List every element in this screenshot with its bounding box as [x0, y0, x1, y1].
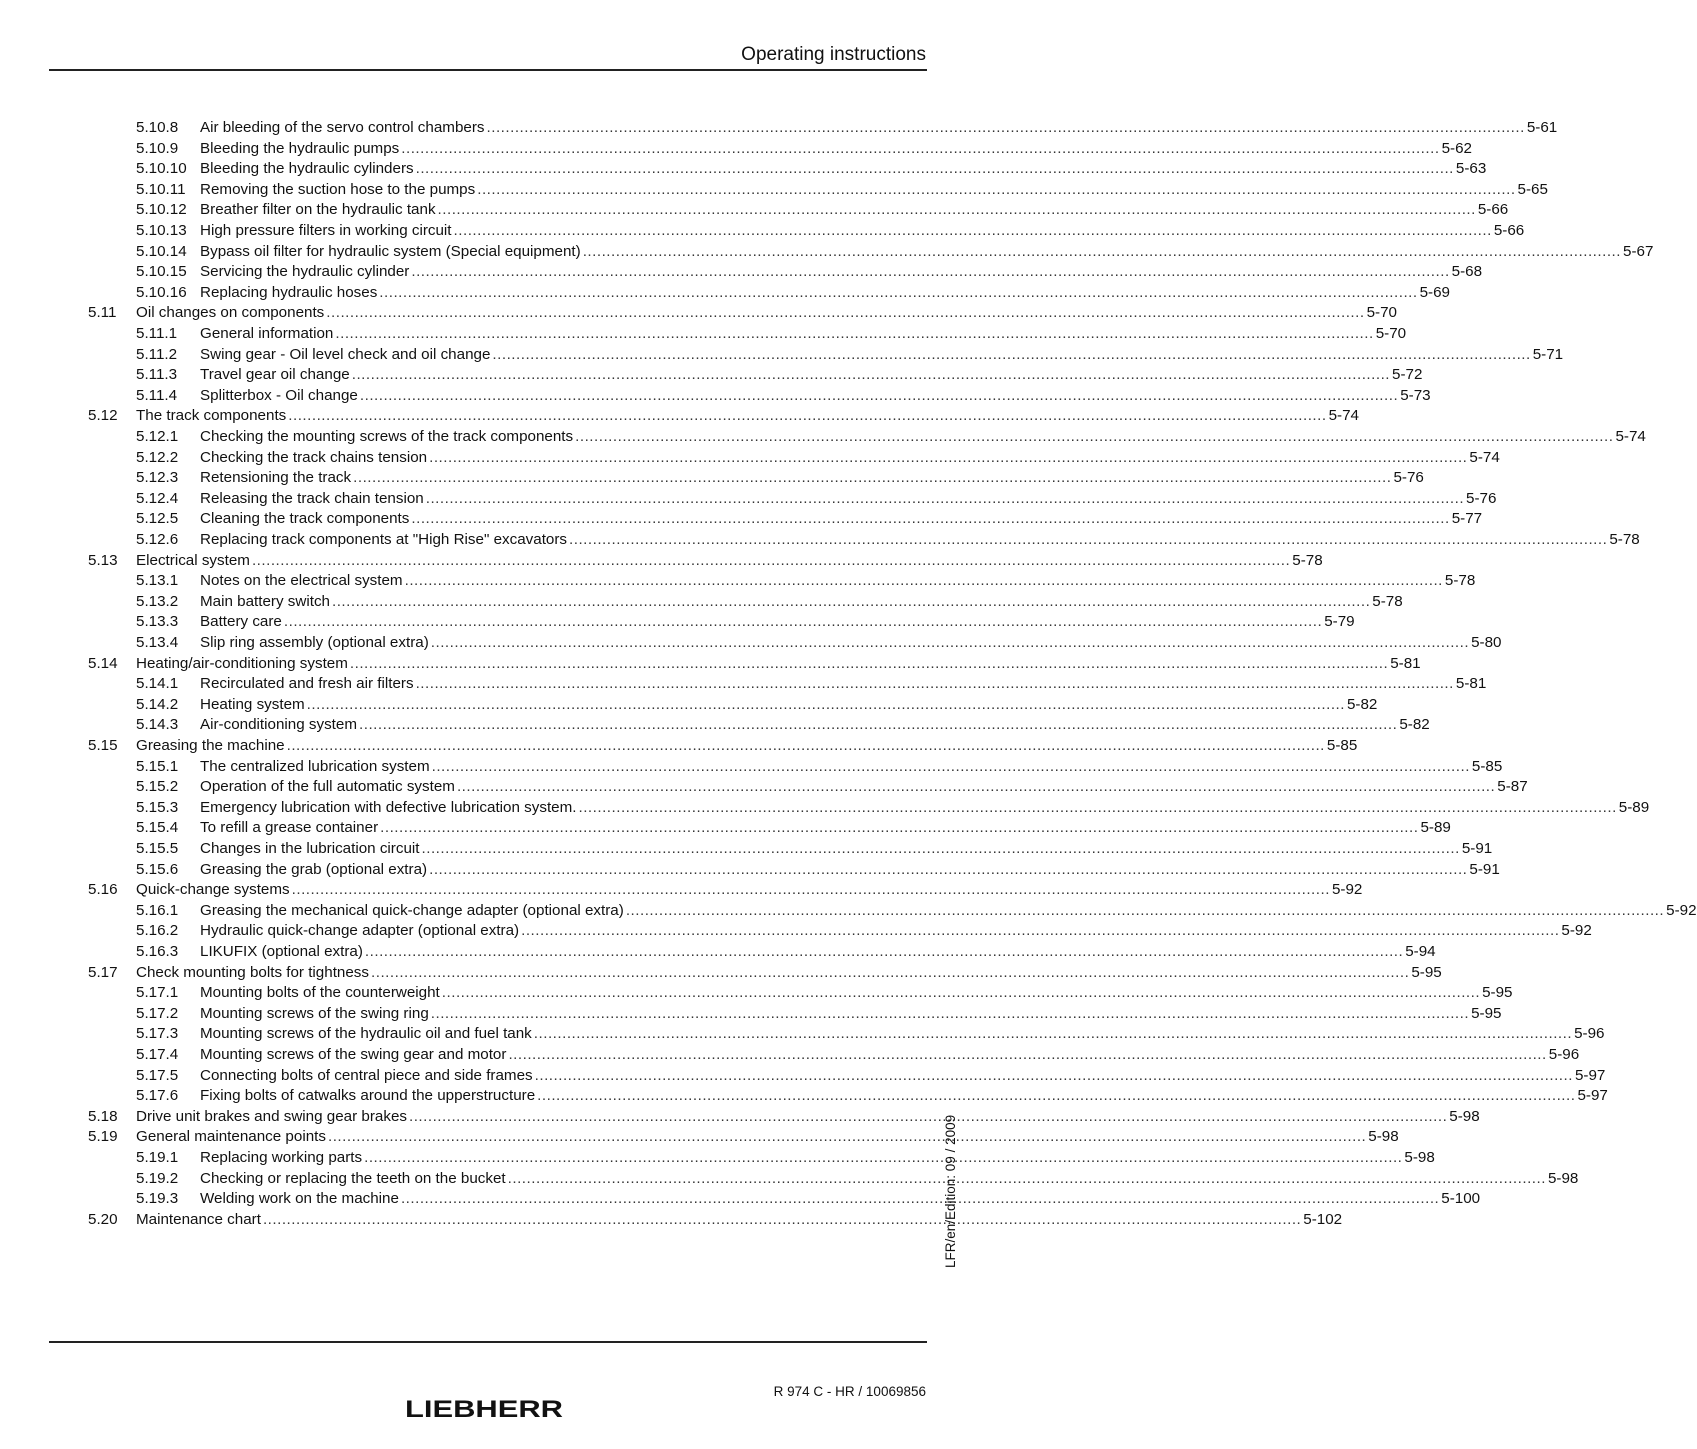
toc-entry [0, 345, 1564, 366]
toc-entry-number: 5.10.15 [136, 263, 187, 281]
toc-entry-number: 5.12.1 [136, 428, 179, 445]
toc-entry-title: Bleeding the hydraulic cylinders [200, 160, 414, 178]
toc-entry [0, 1024, 1605, 1045]
toc-entry-title: Checking the track chains tension [200, 448, 428, 466]
toc-entry-number: 5.16.1 [136, 901, 179, 919]
toc-entry-number: 5.13.1 [136, 572, 179, 590]
toc-entry-number: 5.10.11 [136, 180, 186, 198]
toc-entry-number: 5.17 [88, 963, 118, 981]
toc-entry-title: Replacing hydraulic hoses [200, 283, 378, 301]
toc-entry-number: 5.14.2 [136, 695, 179, 713]
toc-entry-page: 5-96 [1574, 1025, 1605, 1043]
toc-entry-number: 5.17.3 [136, 1025, 179, 1043]
toc-entry-leader: ............................................................................................................................................................................................................................ [359, 716, 1398, 734]
toc-entry-page: 5-95 [1471, 1004, 1502, 1022]
toc-entry-leader: ............................................................................................................................................................................................................................ [486, 119, 1525, 136]
toc-entry [0, 1107, 1480, 1128]
toc-entry-number: 5.13.2 [136, 592, 179, 610]
toc-entry-title: Greasing the grab (optional extra) [200, 860, 428, 878]
toc-entry-leader: ............................................................................................................................................................................................................................ [429, 860, 1468, 878]
toc-entry-number: 5.19 [88, 1128, 118, 1146]
toc-entry-number: 5.11 [88, 304, 117, 322]
toc-entry [0, 942, 1436, 963]
header-divider [49, 69, 927, 71]
toc-entry-title: Mounting screws of the swing ring [200, 1004, 429, 1022]
toc-entry [0, 509, 1483, 530]
toc-entry [0, 839, 1493, 860]
toc-entry [0, 963, 1442, 984]
toc-entry-leader: ............................................................................................................................................................................................................................ [291, 881, 1330, 899]
toc-entry-page: 5-63 [1455, 160, 1487, 178]
toc-entry [0, 139, 1472, 160]
toc-entry-page: 5-82 [1399, 716, 1430, 734]
toc-entry-title: Fixing bolts of catwalks around the upperstructure [200, 1087, 536, 1105]
toc-entry-title: Hydraulic quick-change adapter (optional extra) [200, 922, 520, 940]
toc-entry-page: 5-98 [1404, 1149, 1435, 1166]
toc-entry [0, 921, 1592, 942]
toc-entry-leader: ............................................................................................................................................................................................................................ [335, 325, 1374, 342]
toc-entry-title: Welding work on the machine [200, 1190, 399, 1208]
toc-entry-title: Greasing the machine [136, 737, 285, 754]
toc-entry [0, 1045, 1580, 1066]
toc-entry-page: 5-78 [1609, 531, 1640, 548]
toc-entry-page: 5-76 [1466, 489, 1497, 507]
toc-entry-title: Cleaning the track components [200, 510, 410, 528]
toc-entry-number: 5.10.12 [136, 201, 187, 219]
toc-entry-leader: ............................................................................................................................................................................................................................ [508, 1046, 1547, 1063]
toc-entry-title: Travel gear oil change [200, 366, 350, 384]
toc-entry-title: Heating system [200, 695, 305, 713]
toc-entry [0, 592, 1403, 613]
toc-entry-title: Air-conditioning system [200, 716, 357, 734]
toc-entry [0, 633, 1502, 654]
toc-entry-page: 5-67 [1623, 242, 1654, 260]
toc-entry-number: 5.13 [88, 551, 118, 569]
toc-entry-title: Drive unit brakes and swing gear brakes [136, 1107, 407, 1125]
toc-entry-page: 5-78 [1372, 592, 1403, 610]
toc-entry-number: 5.16 [88, 881, 118, 899]
toc-entry-leader: ............................................................................................................................................................................................................................ [625, 901, 1665, 919]
toc-entry [0, 983, 1513, 1004]
edition-label: LFR/en/Edition: 09 / 2009 [943, 1114, 958, 1268]
toc-entry-page: 5-98 [1547, 1169, 1579, 1187]
toc-entry [0, 1086, 1608, 1107]
toc-entry-number: 5.13.4 [136, 634, 179, 651]
toc-entry-title: Quick-change systems [136, 881, 290, 899]
toc-entry-number: 5.17.4 [136, 1046, 179, 1063]
toc-entry-number: 5.12.4 [136, 489, 179, 507]
toc-entry [0, 818, 1451, 839]
toc-entry-number: 5.12.6 [136, 531, 179, 548]
toc-entry-page: 5-96 [1548, 1046, 1580, 1063]
toc-entry-page: 5-87 [1497, 778, 1528, 796]
toc-entry-leader: ............................................................................................................................................................................................................................ [411, 510, 1450, 528]
toc-entry-title: High pressure filters in working circuit [200, 222, 452, 239]
toc-entry-page: 5-69 [1419, 283, 1451, 301]
toc-entry-number: 5.16.2 [136, 922, 179, 940]
toc-entry-leader: ............................................................................................................................................................................................................................ [534, 1066, 1573, 1084]
toc-entry-number: 5.11.2 [136, 345, 178, 363]
toc-entry-leader: ............................................................................................................................................................................................................................ [507, 1169, 1546, 1187]
toc-entry [0, 1066, 1606, 1087]
toc-entry-title: Notes on the electrical system [200, 572, 403, 590]
toc-entry-leader: ............................................................................................................................................................................................................................ [582, 242, 1621, 260]
toc-entry [0, 1189, 1481, 1210]
toc-entry-number: 5.19.2 [136, 1169, 179, 1187]
toc-entry-page: 5-98 [1449, 1107, 1480, 1125]
toc-entry-leader: ............................................................................................................................................................................................................................ [521, 922, 1560, 940]
toc-entry-page: 5-91 [1461, 840, 1493, 857]
toc-entry-leader: ............................................................................................................................................................................................................................ [379, 283, 1418, 301]
toc-entry-number: 5.18 [88, 1107, 118, 1125]
toc-entry [0, 283, 1451, 304]
toc-entry-title: The centralized lubrication system [200, 757, 430, 775]
toc-entry-leader: ............................................................................................................................................................................................................................ [456, 778, 1496, 796]
toc-entry-title: Bypass oil filter for hydraulic system (Special equipment) [200, 242, 581, 260]
toc-entry-leader: ............................................................................................................................................................................................................................ [353, 469, 1392, 487]
toc-entry-page: 5-81 [1390, 654, 1421, 672]
toc-entry-number: 5.17.1 [136, 984, 179, 1002]
toc-entry-leader: ............................................................................................................................................................................................................................ [415, 160, 1454, 178]
toc-entry-title: Replacing working parts [200, 1149, 363, 1166]
toc-entry-page: 5-61 [1526, 119, 1558, 136]
toc-entry [0, 324, 1407, 345]
toc-entry-number: 5.11.1 [136, 325, 178, 342]
toc-entry [0, 777, 1528, 798]
footer-divider [49, 1341, 927, 1343]
toc-entry-title: Heating/air-conditioning system [136, 654, 348, 672]
toc-entry-page: 5-92 [1331, 881, 1363, 899]
toc-entry-leader: ............................................................................................................................................................................................................................ [431, 757, 1470, 775]
toc-entry [0, 571, 1476, 592]
toc-entry-page: 5-65 [1517, 180, 1548, 198]
toc-entry-page: 5-81 [1455, 675, 1487, 693]
toc-entry-title: Bleeding the hydraulic pumps [200, 139, 400, 157]
toc-entry-title: Replacing track components at "High Rise" excavators [200, 531, 568, 548]
toc-entry [0, 901, 1697, 922]
toc-entry-title: Breather filter on the hydraulic tank [200, 201, 436, 219]
toc-entry-title: Electrical system [136, 551, 250, 569]
toc-entry-leader: ............................................................................................................................................................................................................................ [575, 428, 1614, 445]
toc-entry-page: 5-85 [1326, 737, 1358, 754]
toc-entry-number: 5.15 [88, 737, 118, 754]
toc-entry [0, 736, 1358, 757]
toc-entry-leader: ............................................................................................................................................................................................................................ [349, 654, 1389, 672]
toc-entry-number: 5.13.3 [136, 613, 179, 631]
liebherr-logo [403, 1396, 565, 1423]
toc-entry [0, 489, 1497, 510]
toc-entry-leader: ............................................................................................................................................................................................................................ [569, 531, 1608, 548]
toc-entry-title: Mounting screws of the swing gear and motor [200, 1046, 507, 1063]
toc-entry [0, 1148, 1435, 1169]
toc-entry-title: Check mounting bolts for tightness [136, 963, 369, 981]
toc-entry-number: 5.15.6 [136, 860, 179, 878]
toc-entry-page: 5-70 [1375, 325, 1407, 342]
toc-entry-leader: ............................................................................................................................................................................................................................ [380, 819, 1419, 837]
toc-entry-title: Main battery switch [200, 592, 330, 610]
toc-entry-number: 5.19.1 [136, 1149, 179, 1166]
page-header-title: Operating instructions [741, 44, 926, 65]
toc-entry-leader: ............................................................................................................................................................................................................................ [351, 366, 1391, 384]
toc-entry-number: 5.14.1 [136, 675, 179, 693]
toc-entry-title: Emergency lubrication with defective lubrication system. [200, 798, 577, 816]
toc-entry-page: 5-66 [1493, 222, 1525, 239]
toc-entry-leader: ............................................................................................................................................................................................................................ [441, 984, 1481, 1002]
toc-entry [0, 386, 1431, 407]
toc-entry-title: Slip ring assembly (optional extra) [200, 634, 429, 651]
toc-entry-leader: ............................................................................................................................................................................................................................ [306, 695, 1345, 713]
toc-entry-page: 5-71 [1532, 345, 1564, 363]
toc-entry-page: 5-89 [1420, 819, 1451, 837]
toc-entry-number: 5.11.4 [136, 386, 178, 404]
toc-entry-title: Swing gear - Oil level check and oil change [200, 345, 491, 363]
toc-entry [0, 530, 1640, 551]
toc-entry-page: 5-79 [1324, 613, 1355, 631]
toc-entry-title: Mounting bolts of the counterweight [200, 984, 440, 1002]
toc-entry [0, 757, 1503, 778]
toc-entry [0, 303, 1397, 324]
toc-entry-number: 5.15.2 [136, 778, 179, 796]
toc-entry-title: Recirculated and fresh air filters [200, 675, 414, 693]
toc-entry-title: Greasing the mechanical quick-change adapter (optional extra) [200, 901, 624, 919]
toc-entry-title: Operation of the full automatic system [200, 778, 455, 796]
toc-entry-number: 5.15.1 [136, 757, 179, 775]
toc-entry-leader: ............................................................................................................................................................................................................................ [286, 737, 1325, 754]
toc-entry-page: 5-98 [1368, 1128, 1399, 1146]
toc-entry-number: 5.14 [88, 654, 118, 672]
toc-entry-leader: ............................................................................................................................................................................................................................ [359, 386, 1399, 404]
toc-entry-leader: ............................................................................................................................................................................................................................ [437, 201, 1476, 219]
toc-entry-leader: ............................................................................................................................................................................................................................ [262, 1210, 1302, 1228]
toc-entry-number: 5.10.9 [136, 139, 179, 157]
toc-entry-number: 5.15.3 [136, 798, 179, 816]
toc-entry-title: LIKUFIX (optional extra) [200, 943, 363, 960]
toc-entry-page: 5-89 [1618, 798, 1650, 816]
toc-entry-leader: ............................................................................................................................................................................................................................ [408, 1107, 1448, 1125]
toc-entry [0, 406, 1359, 427]
toc-entry-leader: ............................................................................................................................................................................................................................ [421, 840, 1460, 857]
toc-entry-title: Battery care [200, 613, 282, 631]
toc-entry-title: Removing the suction hose to the pumps [200, 180, 476, 198]
toc-entry-number: 5.12.2 [136, 448, 179, 466]
toc-entry-title: Releasing the track chain tension [200, 489, 424, 507]
toc-entry-title: General maintenance points [136, 1128, 326, 1146]
toc-entry [0, 221, 1525, 242]
toc-entry-page: 5-92 [1561, 922, 1592, 940]
toc-entry-number: 5.12.3 [136, 469, 179, 487]
toc-entry-number: 5.15.5 [136, 840, 179, 857]
toc-entry-title: Servicing the hydraulic cylinder [200, 263, 410, 281]
toc-entry-number: 5.19.3 [136, 1190, 179, 1208]
toc-entry-page: 5-74 [1328, 407, 1359, 425]
toc-entry [0, 674, 1487, 695]
toc-entry-title: Checking the mounting screws of the track components [200, 428, 574, 445]
toc-entry-title: To refill a grease container [200, 819, 379, 837]
toc-entry-title: Changes in the lubrication circuit [200, 840, 420, 857]
toc-entry-leader: ............................................................................................................................................................................................................................ [537, 1087, 1576, 1105]
toc-entry-title: Mounting screws of the hydraulic oil and fuel tank [200, 1025, 532, 1043]
toc-entry [0, 612, 1355, 633]
toc-entry-leader: ............................................................................................................................................................................................................................ [411, 263, 1450, 281]
toc-entry-number: 5.10.8 [136, 119, 179, 136]
toc-entry-page: 5-77 [1451, 510, 1483, 528]
toc-entry-number: 5.17.5 [136, 1066, 179, 1084]
toc-entry-title: Air bleeding of the servo control chambers [200, 119, 485, 136]
document-id: R 974 C - HR / 10069856 [773, 1384, 926, 1399]
toc-entry-number: 5.20 [88, 1210, 118, 1228]
toc-entry [0, 427, 1646, 448]
toc-entry-leader: ............................................................................................................................................................................................................................ [453, 222, 1492, 239]
toc-entry-page: 5-85 [1471, 757, 1503, 775]
toc-entry-title: Checking or replacing the teeth on the bucket [200, 1169, 506, 1187]
toc-entry-title: Retensioning the track [200, 469, 352, 487]
toc-entry-page: 5-78 [1292, 551, 1323, 569]
toc-entry [0, 1169, 1579, 1190]
toc-entry-leader: ............................................................................................................................................................................................................................ [430, 1004, 1470, 1022]
toc-entry-number: 5.16.3 [136, 943, 179, 960]
toc-entry-leader: ............................................................................................................................................................................................................................ [251, 551, 1291, 569]
toc-entry-leader: ............................................................................................................................................................................................................................ [533, 1025, 1573, 1043]
toc-entry-number: 5.10.16 [136, 283, 187, 301]
toc-entry [0, 262, 1483, 283]
toc-entry-leader: ............................................................................................................................................................................................................................ [477, 180, 1516, 198]
toc-entry [0, 448, 1500, 469]
toc-entry-leader: ............................................................................................................................................................................................................................ [331, 592, 1371, 610]
toc-entry [0, 468, 1424, 489]
toc-entry-number: 5.17.6 [136, 1087, 179, 1105]
toc-entry [0, 200, 1509, 221]
toc-entry-leader: ............................................................................................................................................................................................................................ [400, 1190, 1440, 1208]
toc-entry-number: 5.10.13 [136, 222, 187, 239]
toc-entry-page: 5-70 [1366, 304, 1397, 322]
toc-entry-page: 5-94 [1405, 943, 1436, 960]
toc-entry-title: Oil changes on components [136, 304, 325, 322]
toc-entry-page: 5-102 [1303, 1210, 1343, 1228]
toc-entry-page: 5-80 [1471, 634, 1502, 651]
toc-entry-page: 5-66 [1477, 201, 1509, 219]
toc-entry-page: 5-62 [1441, 139, 1472, 157]
toc-entry [0, 159, 1487, 180]
toc-entry [0, 798, 1650, 819]
toc-entry-page: 5-68 [1451, 263, 1483, 281]
toc-entry-title: Connecting bolts of central piece and side frames [200, 1066, 533, 1084]
toc-entry-number: 5.10.14 [136, 242, 187, 260]
toc-entry-leader: ............................................................................................................................................................................................................................ [364, 943, 1404, 960]
toc-entry-title: The track components [136, 407, 287, 425]
toc-entry-leader: ............................................................................................................................................................................................................................ [327, 1128, 1367, 1146]
toc-entry-page: 5-100 [1441, 1190, 1481, 1208]
toc-entry-leader: ............................................................................................................................................................................................................................ [364, 1149, 1403, 1166]
toc-entry-leader: ............................................................................................................................................................................................................................ [288, 407, 1327, 425]
toc-entry-page: 5-95 [1411, 963, 1442, 981]
toc-entry-leader: ............................................................................................................................................................................................................................ [492, 345, 1531, 363]
toc-entry-page: 5-74 [1615, 428, 1646, 445]
toc-entry-leader: ............................................................................................................................................................................................................................ [404, 572, 1443, 590]
toc-entry-page: 5-95 [1482, 984, 1513, 1002]
toc-entry [0, 365, 1423, 386]
toc-entry-title: Maintenance chart [136, 1210, 261, 1228]
toc-entry-page: 5-74 [1469, 448, 1500, 466]
toc-entry-leader: ............................................................................................................................................................................................................................ [415, 675, 1454, 693]
toc-entry-number: 5.12 [88, 407, 118, 425]
toc-entry [0, 242, 1654, 263]
toc-entry [0, 180, 1548, 201]
toc-entry-title: Splitterbox - Oil change [200, 386, 358, 404]
toc-entry [0, 1127, 1399, 1148]
toc-entry-page: 5-72 [1392, 366, 1423, 384]
toc-entry [0, 654, 1421, 675]
toc-entry-number: 5.17.2 [136, 1004, 179, 1022]
toc-entry [0, 1210, 1343, 1231]
toc-entry-page: 5-97 [1574, 1066, 1606, 1084]
toc-entry-number: 5.15.4 [136, 819, 179, 837]
toc-entry-page: 5-76 [1393, 469, 1424, 487]
toc-entry [0, 860, 1500, 881]
toc-entry-page: 5-97 [1577, 1087, 1608, 1105]
toc-entry-page: 5-82 [1346, 695, 1378, 713]
toc-entry [0, 551, 1323, 572]
toc-entry-title: General information [200, 325, 334, 342]
toc-entry-leader: ............................................................................................................................................................................................................................ [425, 489, 1465, 507]
toc-entry-leader: ............................................................................................................................................................................................................................ [578, 798, 1617, 816]
toc-entry-leader: ............................................................................................................................................................................................................................ [429, 448, 1468, 466]
toc-entry-leader: ............................................................................................................................................................................................................................ [326, 304, 1365, 322]
toc-entry [0, 695, 1378, 716]
toc-entry-leader: ............................................................................................................................................................................................................................ [371, 963, 1410, 981]
toc-entry-page: 5-78 [1444, 572, 1476, 590]
toc-entry-leader: ............................................................................................................................................................................................................................ [401, 139, 1440, 157]
logo-wordmark: LIEBHERR [405, 1396, 563, 1423]
toc-entry-number: 5.10.10 [136, 160, 187, 178]
toc-entry-number: 5.14.3 [136, 716, 179, 734]
toc-entry [0, 715, 1430, 736]
toc-entry [0, 880, 1363, 901]
toc-entry-number: 5.11.3 [136, 366, 178, 384]
toc-entry-leader: ............................................................................................................................................................................................................................ [283, 613, 1323, 631]
toc-entry [0, 118, 1558, 139]
toc-entry [0, 1004, 1502, 1025]
toc-entry-number: 5.12.5 [136, 510, 179, 528]
toc-entry-page: 5-92 [1666, 901, 1697, 919]
toc-entry-leader: ............................................................................................................................................................................................................................ [430, 634, 1470, 651]
toc-entry-page: 5-91 [1469, 860, 1500, 878]
toc-entry-page: 5-73 [1400, 386, 1431, 404]
